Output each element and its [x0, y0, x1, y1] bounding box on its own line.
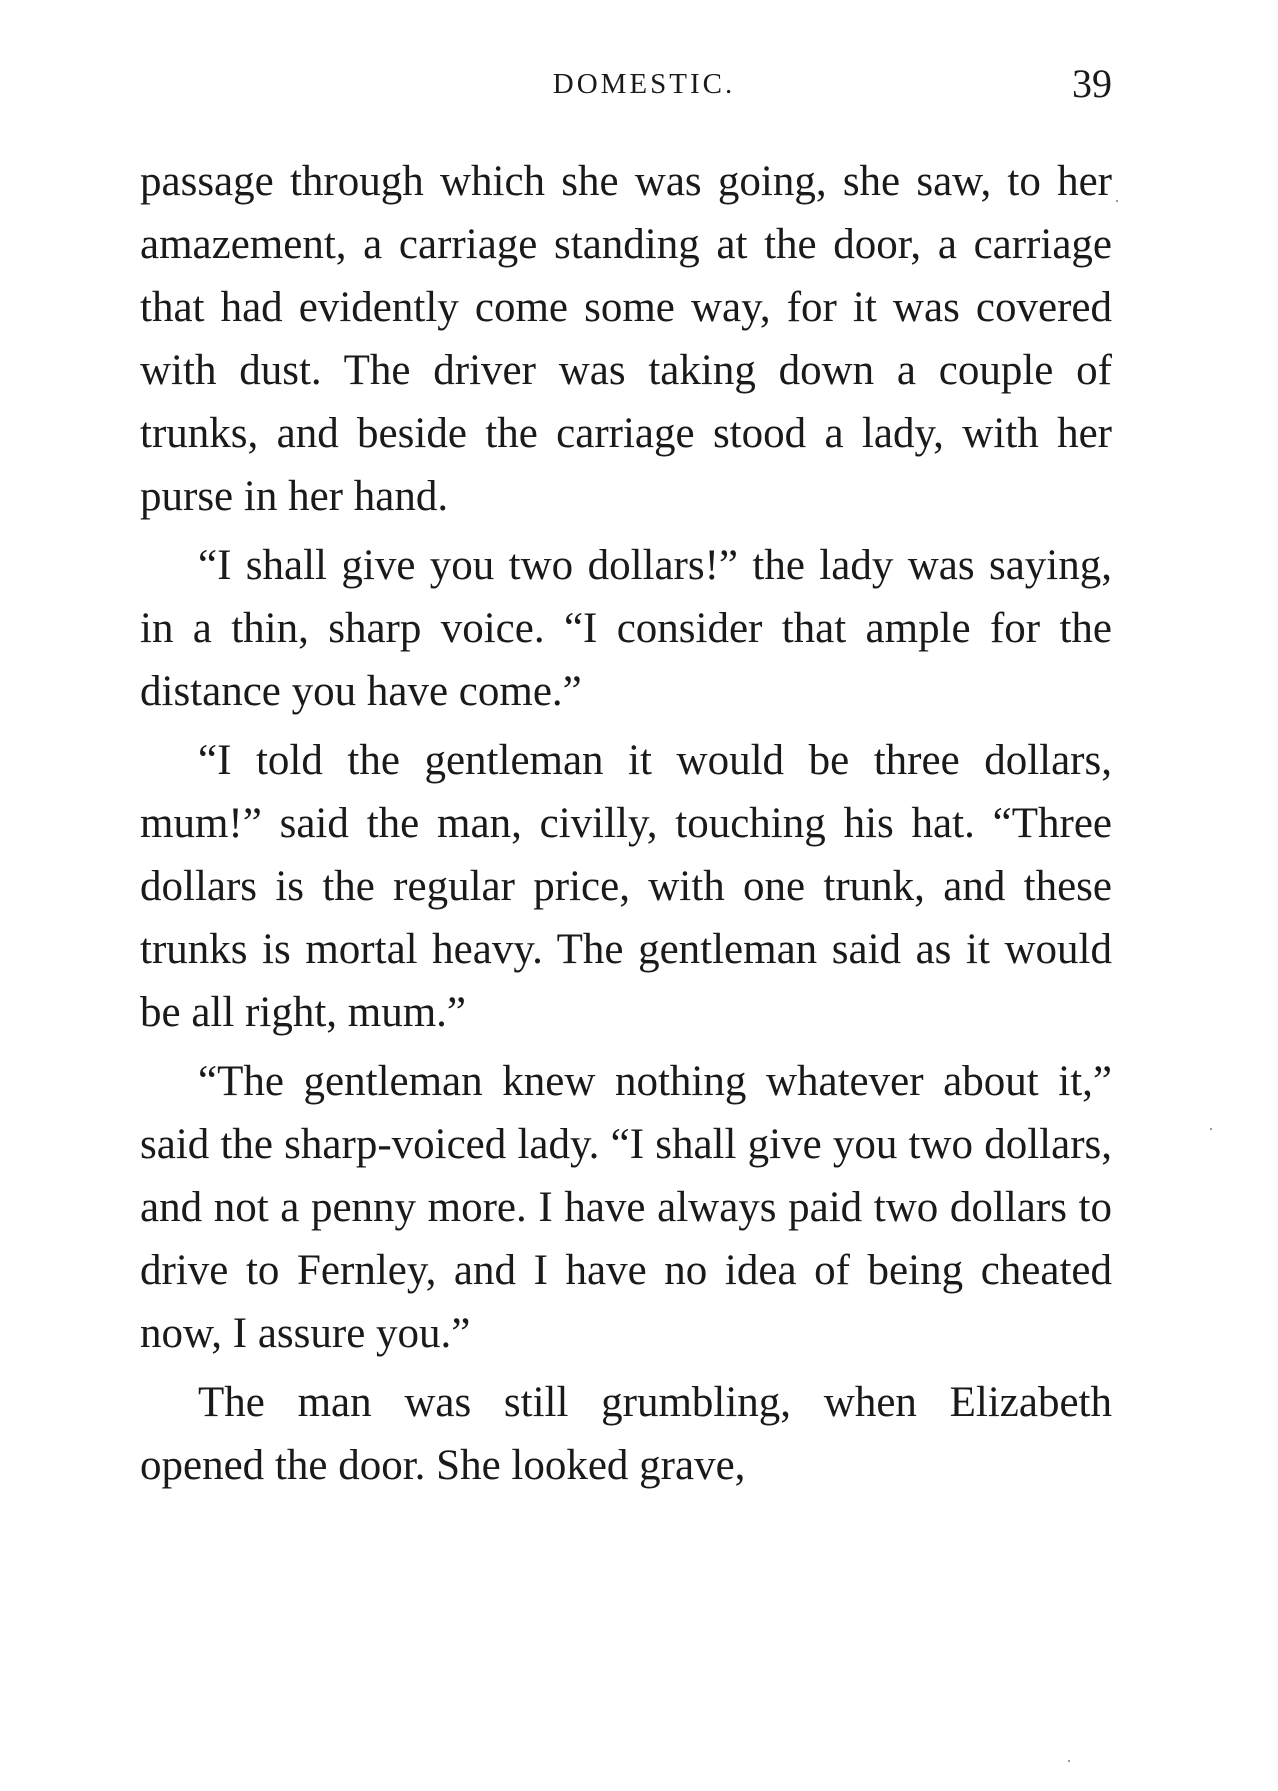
paragraph-1: passage through which she was going, she saw, to her amazement, a carriage standing at the door, a carriage that had evidently come some way, for it was covered with dust. The driver was taking down a couple of trunks, and beside the carriage stood a lady, with her purse in her hand. [140, 158, 1112, 520]
paragraph-2: “I shall give you two dollars!” the lady was saying, in a thin, sharp voice. “I consider that ample for the distance you have come.” [140, 542, 1112, 715]
page-number: 39 [1072, 61, 1112, 106]
paper-speck [1210, 1128, 1212, 1130]
paper-speck [1116, 200, 1118, 202]
running-head [140, 60, 1112, 120]
chapter-title: DOMESTIC. [552, 68, 736, 100]
paragraph-5: The man was still grumbling, when Elizabeth opened the door. She looked grave, [140, 1379, 1112, 1489]
body-text [140, 150, 1112, 1503]
paragraph-4: “The gentleman knew nothing whatever about it,” said the sharp-voiced lady. “I shall give you two dollars, and not a penny more. I have always paid two dollars to drive to Fernley, and I have no idea of being cheated now, I assure you.” [140, 1058, 1112, 1357]
paper-speck [1068, 1760, 1070, 1762]
paragraph-3: “I told the gentleman it would be three dollars, mum!” said the man, civilly, touching his hat. “Three dollars is the regular price, with one trunk, and these trunks is mortal heavy. The gentleman said as it would be all right, mum.” [140, 737, 1112, 1036]
